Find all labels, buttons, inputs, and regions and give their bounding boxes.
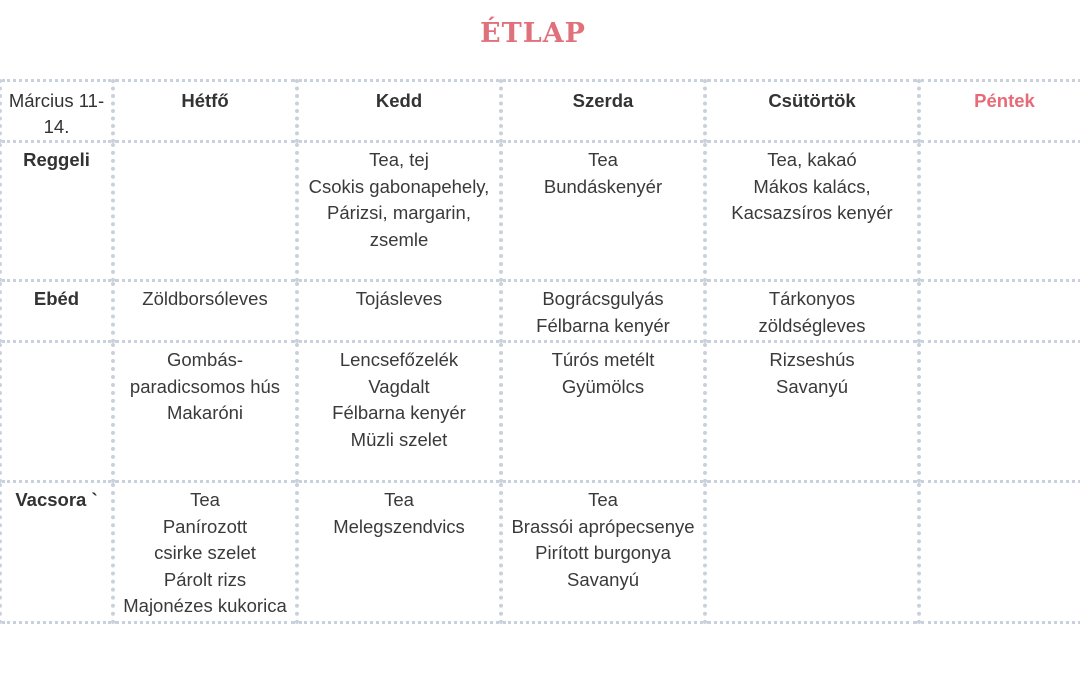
- menu-item-line: Melegszendvics: [333, 515, 465, 537]
- menu-item-line: Makaróni: [166, 402, 244, 423]
- menu-item-line: Gyümölcs: [561, 375, 645, 397]
- menu-cell: [113, 281, 297, 342]
- date-range-cell: [0, 81, 113, 142]
- menu-cell: [705, 142, 919, 281]
- weekly-menu-table: [0, 79, 1080, 624]
- menu-item-line: zöldségleves: [758, 314, 866, 336]
- menu-item-line: zsemle: [369, 228, 429, 250]
- menu-item-line: Savanyú: [567, 568, 639, 590]
- menu-item-line: Gombás-: [166, 349, 244, 370]
- menu-cell: [501, 342, 705, 482]
- meal-label-dinner: Vacsora `: [0, 482, 113, 623]
- menu-item-line: Tea: [588, 489, 618, 510]
- menu-cell: [297, 342, 501, 482]
- menu-cell: [501, 281, 705, 342]
- menu-item-line: Tea: [384, 489, 414, 510]
- menu-item-line: Tojásleves: [355, 288, 443, 309]
- menu-item-line: Tea: [190, 489, 220, 510]
- menu-item-line: Tea, tej: [369, 149, 429, 170]
- menu-item-line: Bundáskenyér: [543, 175, 663, 197]
- meal-label-empty: [0, 342, 113, 482]
- menu-item-line: Párolt rizs: [163, 568, 247, 590]
- day-header-tuesday: Kedd: [297, 81, 501, 142]
- menu-item-line: Lencsefőzelék: [339, 349, 459, 370]
- menu-cell: [919, 482, 1080, 623]
- menu-item-line: Tea: [588, 149, 618, 170]
- day-header-wednesday: Szerda: [501, 81, 705, 142]
- menu-row-lunch-main: [0, 342, 1080, 482]
- menu-item-line: Müzli szelet: [350, 428, 448, 450]
- menu-cell: [297, 482, 501, 623]
- menu-cell: [705, 342, 919, 482]
- menu-item-line: Mákos kalács,: [753, 175, 871, 197]
- menu-item-line: Túrós metélt: [551, 349, 655, 370]
- menu-cell: [113, 142, 297, 281]
- date-range-line-2: 14.: [43, 116, 70, 137]
- menu-cell: [297, 281, 501, 342]
- menu-item-line: Vagdalt: [368, 375, 430, 397]
- menu-row-lunch-soup: [0, 281, 1080, 342]
- menu-item-line: Kacsazsíros kenyér: [731, 202, 893, 223]
- day-header-thursday: Csütörtök: [705, 81, 919, 142]
- menu-cell: [501, 482, 705, 623]
- menu-item-line: Tárkonyos: [768, 288, 856, 309]
- menu-cell: [705, 281, 919, 342]
- menu-cell: [113, 342, 297, 482]
- menu-item-line: Zöldborsóleves: [142, 288, 268, 309]
- menu-cell: [297, 142, 501, 281]
- menu-cell: [113, 482, 297, 623]
- menu-cell: [919, 142, 1080, 281]
- menu-item-line: Rizseshús: [769, 349, 855, 370]
- menu-item-line: Félbarna kenyér: [536, 314, 670, 336]
- menu-item-line: Panírozott: [162, 515, 248, 537]
- meal-label-lunch: Ebéd: [0, 281, 113, 342]
- menu-cell: [501, 142, 705, 281]
- menu-item-line: Pirított burgonya: [535, 542, 671, 563]
- menu-item-line: Félbarna kenyér: [332, 402, 466, 423]
- menu-item-line: Brassói aprópecsenye: [511, 515, 695, 537]
- day-header-monday: Hétfő: [113, 81, 297, 142]
- menu-title: ÉTLAP: [480, 18, 586, 49]
- menu-cell: [919, 342, 1080, 482]
- menu-item-line: Bográcsgulyás: [542, 288, 664, 309]
- menu-row-dinner: [0, 482, 1080, 623]
- header-row: [0, 81, 1080, 142]
- menu-item-line: Savanyú: [776, 375, 848, 397]
- menu-item-line: Tea, kakaó: [767, 149, 857, 170]
- menu-item-line: Majonézes kukorica: [123, 595, 287, 616]
- meal-label-breakfast: Reggeli: [0, 142, 113, 281]
- menu-cell: [705, 482, 919, 623]
- menu-item-line: paradicsomos hús: [129, 375, 281, 397]
- menu-item-line: Párizsi, margarin,: [327, 202, 471, 223]
- menu-cell: [919, 281, 1080, 342]
- date-range-line-1: Március 11-: [8, 90, 105, 111]
- day-header-friday: Péntek: [919, 81, 1080, 142]
- menu-row-breakfast: [0, 142, 1080, 281]
- menu-item-line: Csokis gabonapehely,: [308, 175, 490, 197]
- menu-item-line: csirke szelet: [154, 542, 256, 563]
